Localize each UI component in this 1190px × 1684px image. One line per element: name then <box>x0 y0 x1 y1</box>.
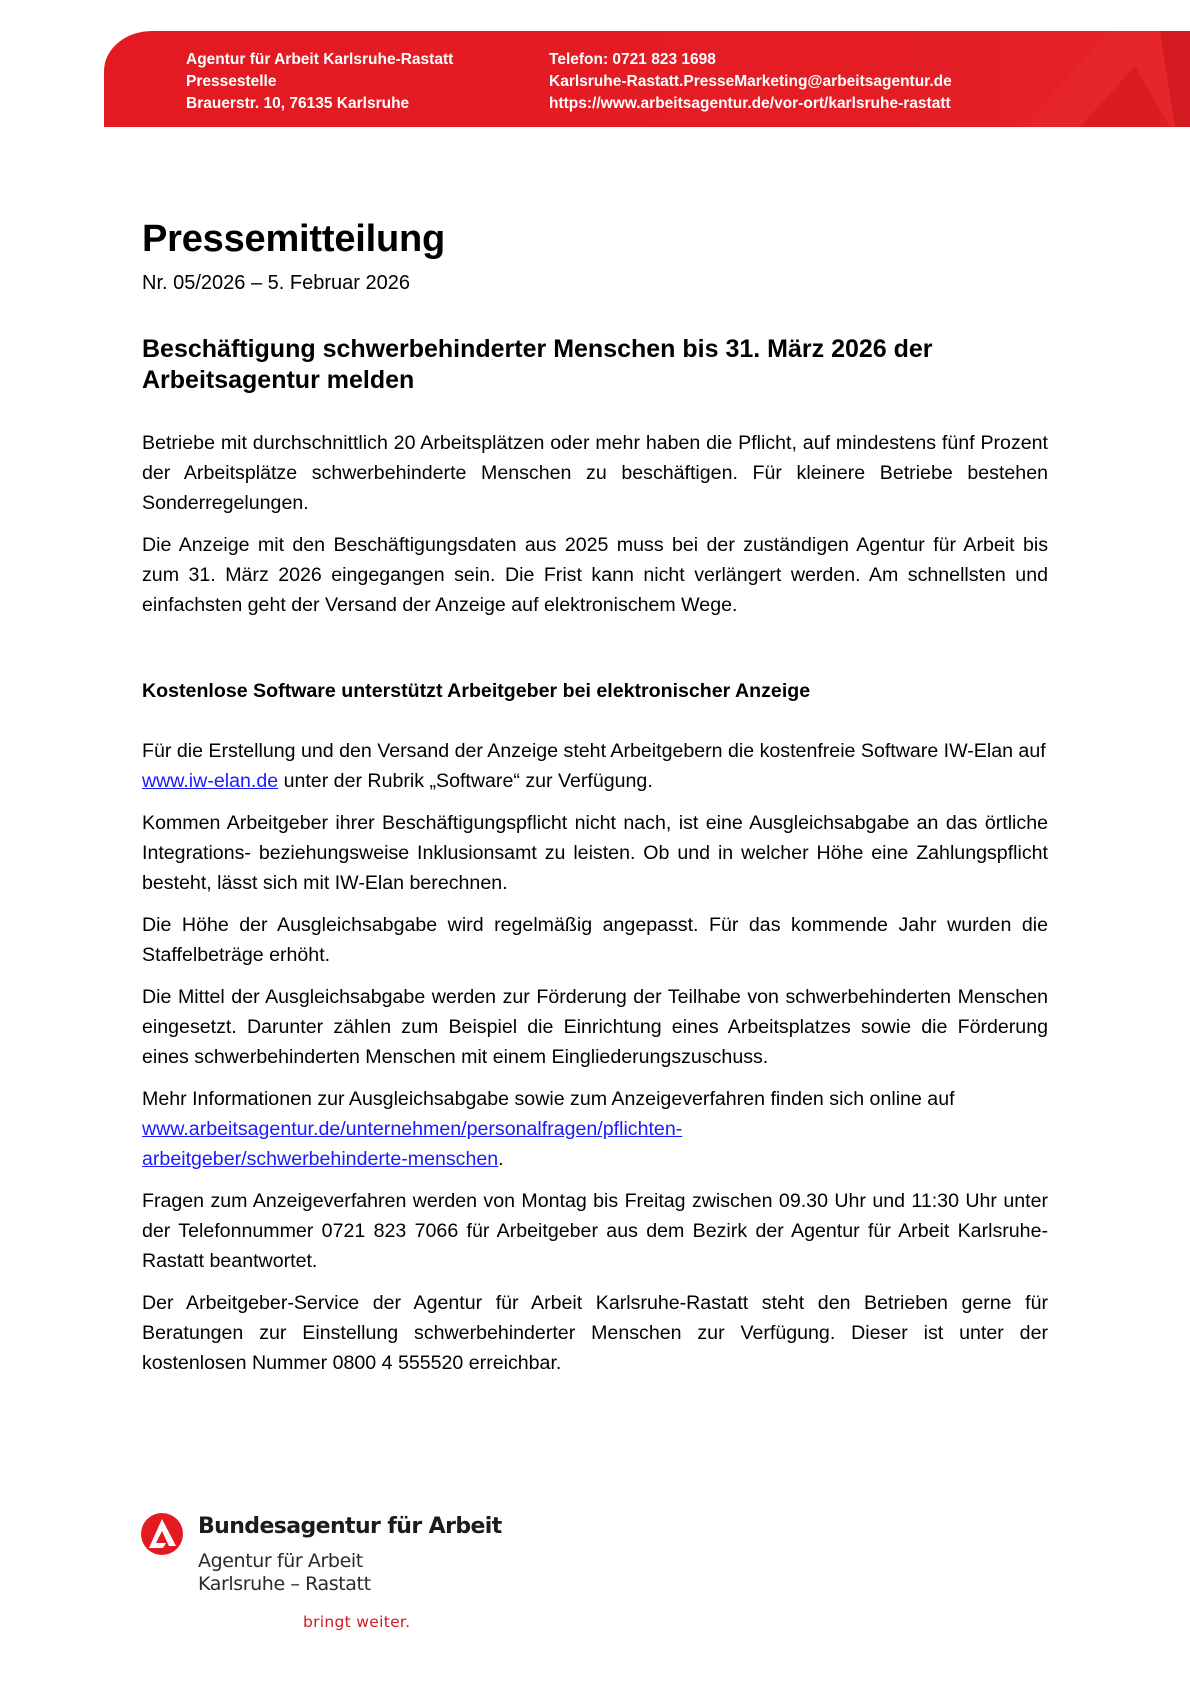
link-line-2[interactable]: arbeitgeber/schwerbehinderte-menschen <box>142 1148 499 1170</box>
intro-paragraph: Betriebe mit durchschnittlich 20 Arbeitsplätzen oder mehr haben die Pflicht, auf mindestens fünf Prozent der Arbeitsplätze schwerbehinderte Menschen zu beschäftigen. Für kleinere Betriebe bestehen Sonderregelungen. <box>142 432 1048 514</box>
header-address-block <box>186 49 453 115</box>
closing-paragraph: Fragen zum Anzeigeverfahren werden von Montag bis Freitag zwischen 09.30 Uhr und 11:30 Uhr unter der Telefonnummer 0721 823 7066 für Arbeitgeber aus dem Bezirk der Agentur für Arbeit Karlsruhe-Rastatt beantwortet. <box>142 1190 1048 1272</box>
header-banner <box>104 31 1190 127</box>
body-paragraph: Kommen Arbeitgeber ihrer Beschäftigungspflicht nicht nach, ist eine Ausgleichsabgabe an das örtliche Integrations- beziehungsweise Inklusionsamt zu leisten. Ob und in welcher Höhe eine Zahlungspflicht besteht, lässt sich mit IW-Elan berechnen. <box>142 812 1048 894</box>
info-paragraph <box>142 1084 1048 1174</box>
intro-section <box>142 428 1048 632</box>
info-text-end: . <box>498 1148 504 1170</box>
header-address: Brauerstr. 10, 76135 Karlsruhe <box>186 95 410 112</box>
header-phone: Telefon: 0721 823 1698 <box>549 51 716 68</box>
header-agency-name: Agentur für Arbeit Karlsruhe-Rastatt <box>186 51 454 68</box>
body-paragraph: Die Mittel der Ausgleichsabgabe werden zur Förderung der Teilhabe von schwerbehinderten Menschen eingesetzt. Darunter zählen zum Beispiel die Einrichtung eines Arbeitsplatzes sowie die Förderung eines schwerbehinderten Menschen mit einem Eingliederungszuschuss. <box>142 986 1048 1068</box>
info-text: Mehr Informationen zur Ausgleichsabgabe sowie zum Anzeigeverfahren finden sich online auf <box>142 1088 955 1110</box>
press-headline: Beschäftigung schwerbehinderter Menschen bis 31. März 2026 der Arbeitsagentur melden <box>142 335 933 394</box>
software-paragraph <box>142 736 1048 796</box>
header-contact-block <box>549 49 952 115</box>
footer-org-name: Bundesagentur für Arbeit <box>198 1514 502 1539</box>
section-subheading: Kostenlose Software unterstützt Arbeitgeber bei elektronischer Anzeige <box>142 680 811 702</box>
press-number-date: Nr. 05/2026 – 5. Februar 2026 <box>142 272 410 294</box>
software-text-end: unter der Rubrik „Software“ zur Verfügung. <box>278 770 653 792</box>
link-line-1[interactable]: www.arbeitsagentur.de/unternehmen/personalfragen/pflichten- <box>142 1118 683 1140</box>
arbeitsagentur-link[interactable] <box>142 1118 682 1170</box>
footer-agency-line1: Agentur für Arbeit <box>198 1550 363 1572</box>
footer-agency-line2: Karlsruhe – Rastatt <box>198 1573 371 1595</box>
software-text: Für die Erstellung und den Versand der Anzeige steht Arbeitgebern die kostenfreie Software IW-Elan auf <box>142 740 1046 762</box>
iw-elan-link[interactable]: www.iw-elan.de <box>142 770 279 792</box>
header-email[interactable]: Karlsruhe-Rastatt.PresseMarketing@arbeitsagentur.de <box>549 73 952 90</box>
body-paragraph: Die Höhe der Ausgleichsabgabe wird regelmäßig angepasst. Für das kommende Jahr wurden die Staffelbeträge erhöht. <box>142 914 1048 966</box>
intro-paragraph: Die Anzeige mit den Beschäftigungsdaten aus 2025 muss bei der zuständigen Agentur für Arbeit bis zum 31. März 2026 eingegangen sein. Die Frist kann nicht verlängert werden. Am schnellsten und einfachsten geht der Versand der Anzeige auf elektronischem Wege. <box>142 534 1048 616</box>
ba-logo-icon <box>140 1512 184 1556</box>
header-department: Pressestelle <box>186 73 277 90</box>
closing-paragraph: Der Arbeitgeber-Service der Agentur für Arbeit Karlsruhe-Rastatt steht den Betrieben gerne für Beratungen zur Einstellung schwerbehinderter Menschen zur Verfügung. Dieser ist unter der kostenlosen Nummer 0800 4 555520 erreichbar. <box>142 1292 1048 1374</box>
page-title: Pressemitteilung <box>142 218 446 260</box>
header-website[interactable]: https://www.arbeitsagentur.de/vor-ort/karlsruhe-rastatt <box>549 95 951 112</box>
footer-slogan: bringt weiter. <box>303 1613 411 1631</box>
main-section <box>142 736 1048 1390</box>
ba-watermark-icon <box>960 31 1190 127</box>
